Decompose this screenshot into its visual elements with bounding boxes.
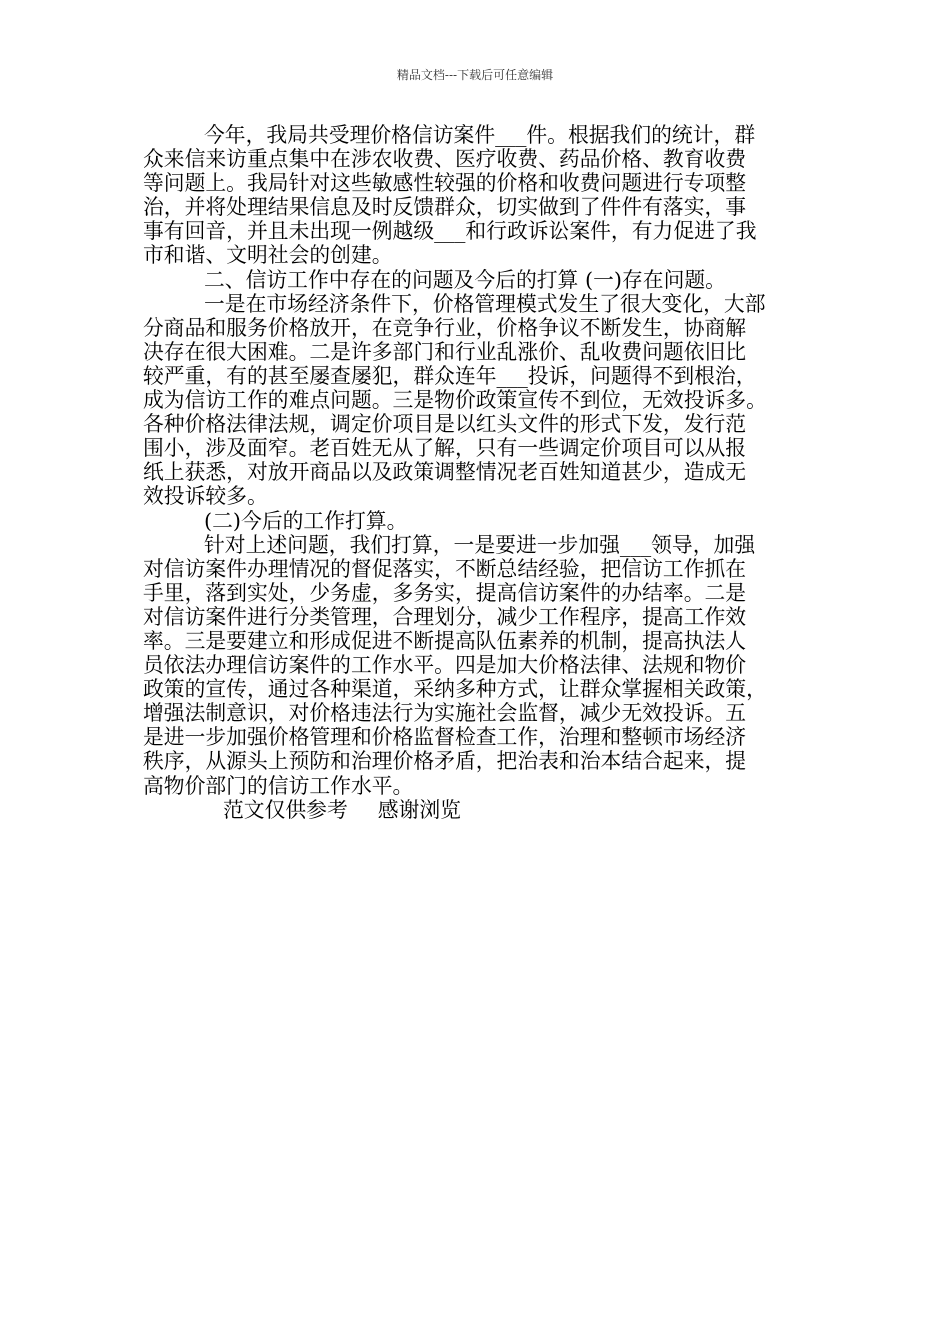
paragraph-line: 纸上获悉，对放开商品以及政策调整情况老百姓知道甚少，造成无 xyxy=(143,460,747,485)
footer-note xyxy=(143,798,821,822)
paragraph-line: 较严重，有的甚至屡查屡犯，群众连年___投诉，问题得不到根治， xyxy=(143,363,757,388)
paragraph-line: 手里，落到实处，少务虚，多务实，提高信访案件的办结率。二是 xyxy=(143,580,747,605)
paragraph-line: 各种价格法律法规，调定价项目是以红头文件的形式下发，发行范 xyxy=(143,412,747,437)
paragraph-line: 增强法制意识，对价格违法行为实施社会监督，减少无效投诉。五 xyxy=(143,701,747,726)
paragraph-line: 对信访案件进行分类管理，合理划分，减少工作程序，提高工作效 xyxy=(143,604,747,629)
paragraph-line: 对信访案件办理情况的督促落实，不断总结经验，把信访工作抓在 xyxy=(143,556,747,581)
paragraph-line: 是进一步加强价格管理和价格监督检查工作，治理和整顿市场经济 xyxy=(143,725,747,750)
paragraph-line: 市和谐、文明社会的创建。 xyxy=(143,243,393,268)
paragraph-line: 等问题上。我局针对这些敏感性较强的价格和收费问题进行专项整 xyxy=(143,171,747,196)
paragraph-line: 率。三是要建立和形成促进不断提高队伍素养的机制，提高执法人 xyxy=(143,628,747,653)
paragraph-line: 高物价部门的信访工作水平。 xyxy=(143,773,414,798)
paragraph-line: 一是在市场经济条件下，价格管理模式发生了很大变化，大部 xyxy=(204,291,766,316)
footer-right-text: 感谢浏览 xyxy=(377,797,461,822)
footer-left-text: 范文仅供参考 xyxy=(223,797,348,822)
page-header: 精品文档---下载后可任意编辑 xyxy=(396,68,554,82)
section-heading: 二、信访工作中存在的问题及今后的打算 (一)存在问题。 xyxy=(204,267,726,292)
paragraph-line: 政策的宣传，通过各种渠道，采纳多种方式，让群众掌握相关政策， xyxy=(143,677,767,702)
paragraph-line: 分商品和服务价格放开，在竞争行业，价格争议不断发生，协商解 xyxy=(143,315,747,340)
paragraph-line: 员依法办理信访案件的工作水平。四是加大价格法律、法规和物价 xyxy=(143,653,747,678)
paragraph-line: 事有回音，并且未出现一例越级___和行政诉讼案件，有力促进了我 xyxy=(143,219,757,244)
document-body xyxy=(143,123,821,822)
paragraph-line: 今年，我局共受理价格信访案件___件。根据我们的统计，群 xyxy=(204,123,756,147)
paragraph-line: 秩序，从源头上预防和治理价格矛盾，把治表和治本结合起来，提 xyxy=(143,749,747,774)
paragraph-line: 成为信访工作的难点问题。三是物价政策宣传不到位，无效投诉多。 xyxy=(143,388,767,413)
subsection-heading: (二)今后的工作打算。 xyxy=(204,508,408,533)
paragraph-line: 效投诉较多。 xyxy=(143,484,268,509)
paragraph-line: 围小，涉及面窄。老百姓无从了解，只有一些调定价项目可以从报 xyxy=(143,436,747,461)
paragraph-line: 治，并将处理结果信息及时反馈群众，切实做到了件件有落实，事 xyxy=(143,195,747,220)
paragraph-line: 决存在很大困难。二是许多部门和行业乱涨价、乱收费问题依旧比 xyxy=(143,339,747,364)
paragraph-line: 众来信来访重点集中在涉农收费、医疗收费、药品价格、教育收费 xyxy=(143,147,747,172)
paragraph-line: 针对上述问题，我们打算，一是要进一步加强___领导，加强 xyxy=(204,532,756,557)
